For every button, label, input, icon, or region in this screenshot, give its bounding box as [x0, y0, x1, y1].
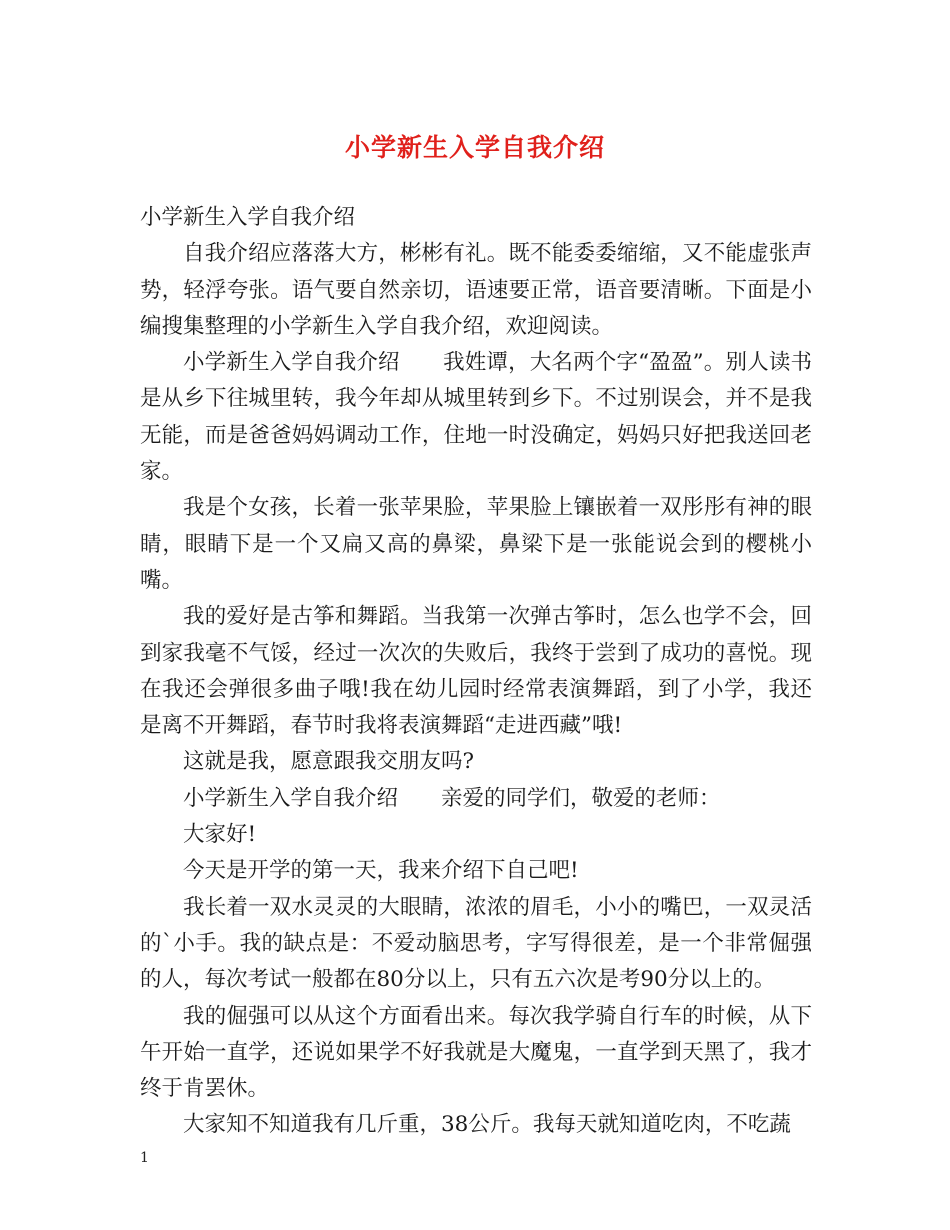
paragraph-essay-2-opening: 小学新生入学自我介绍 亲爱的同学们，敬爱的老师： — [183, 785, 721, 811]
paragraph-hobbies: 我的爱好是古筝和舞蹈。当我第一次弹古筝时，怎么也学不会，回到家我毫不气馁，经过一次次的失败后，我终于尝到了成功的喜悦。现在我还会弹很多曲子哦!我在幼儿园时经常表演舞蹈，到了小学，我还是离不开舞蹈，春节时我将表演舞蹈“走进西藏”哦! — [140, 604, 812, 739]
paragraph-first-day: 今天是开学的第一天，我来介绍下自己吧! — [183, 858, 579, 884]
document-title: 小学新生入学自我介绍 — [344, 133, 605, 162]
document-body — [140, 200, 812, 1144]
paragraph-essay-1-opening: 小学新生入学自我介绍 我姓谭，大名两个字“盈盈”。别人读书是从乡下往城里转，我今年却从城里转到乡下。不过别误会，并不是我无能，而是爸爸妈妈调动工作，住地一时没确定，妈妈只好把我送回老家。 — [140, 350, 812, 485]
page-number: 1 — [140, 1150, 149, 1166]
paragraph-self-description: 我长着一双水灵灵的大眼睛，浓浓的眉毛，小小的嘴巴，一双灵活的`小手。我的缺点是：不爱动脑思考，字写得很差，是一个非常倔强的人，每次考试一般都在80分以上，只有五六次是考90分以上的。 — [140, 894, 812, 993]
paragraph-stubbornness: 我的倔强可以从这个方面看出来。每次我学骑自行车的时候，从下午开始一直学，还说如果学不好我就是大魔鬼，一直学到天黑了，我才终于肯罢休。 — [140, 1003, 812, 1102]
paragraph-appearance: 我是个女孩，长着一张苹果脸，苹果脸上镶嵌着一双彤彤有神的眼睛，眼睛下是一个又扁又高的鼻梁，鼻梁下是一张能说会到的樱桃小嘴。 — [140, 495, 812, 593]
paragraph-intro: 自我介绍应落落大方，彬彬有礼。既不能委委缩缩，又不能虚张声势，轻浮夸张。语气要自然亲切，语速要正常，语音要清晰。下面是小编搜集整理的小学新生入学自我介绍，欢迎阅读。 — [140, 241, 812, 339]
paragraph-weight: 大家知不知道我有几斤重，38公斤。我每天就知道吃肉，不吃蔬 — [183, 1112, 791, 1138]
paragraph-greeting: 大家好! — [183, 822, 257, 848]
paragraph-friendship: 这就是我，愿意跟我交朋友吗? — [183, 749, 475, 775]
body-heading: 小学新生入学自我介绍 — [140, 205, 356, 230]
